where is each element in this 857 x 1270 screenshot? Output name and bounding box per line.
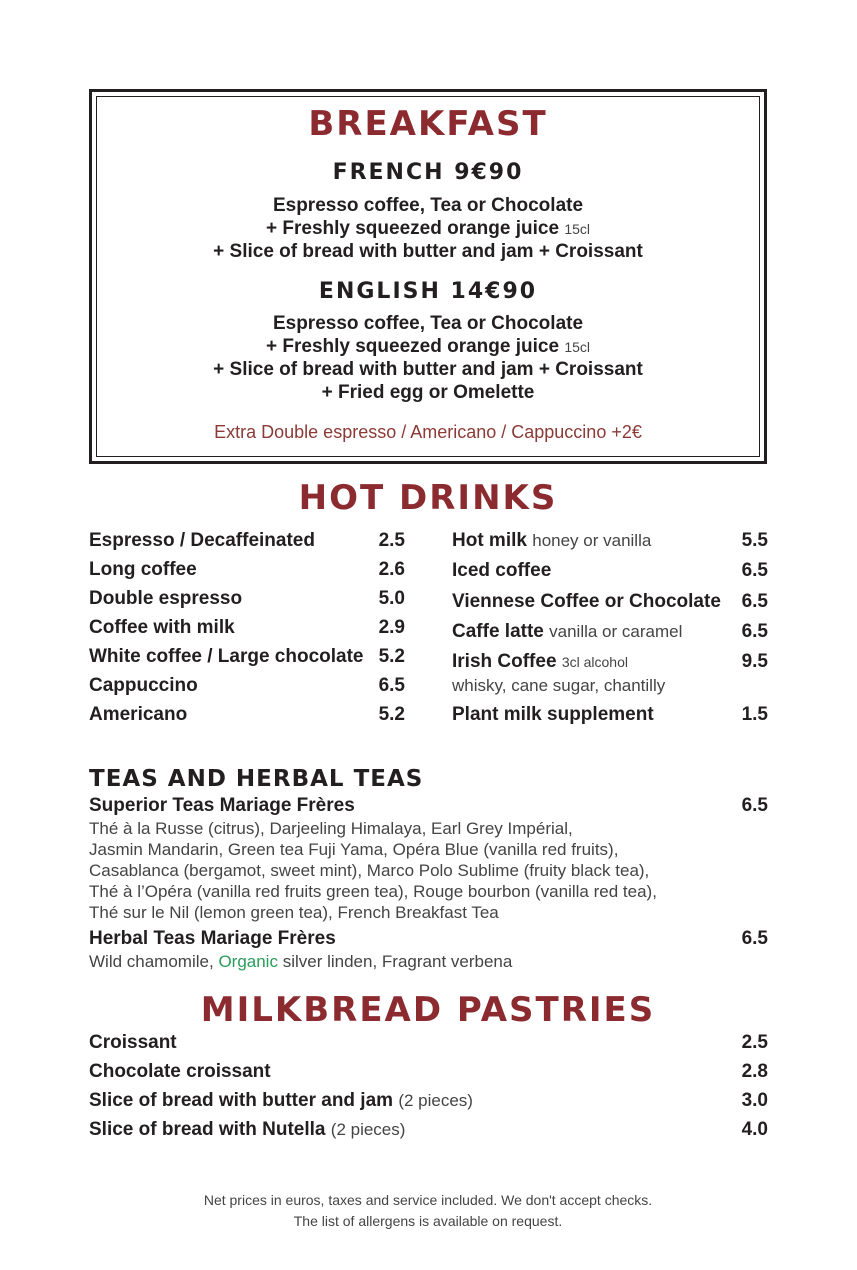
drink-item: White coffee / Large chocolate — [89, 646, 364, 667]
drink-price: 6.5 — [741, 621, 768, 642]
drink-note: vanilla or caramel — [549, 622, 683, 641]
drink-price: 2.9 — [378, 617, 405, 638]
english-line-2 — [89, 335, 767, 359]
tea-herbal-name: Herbal Teas Mariage Frères — [89, 928, 336, 949]
drink-item: Espresso / Decaffeinated — [89, 530, 315, 551]
tea-desc-line: Casablanca (bergamot, sweet mint), Marco Polo Sublime (fruity black tea), — [89, 861, 650, 880]
pastry-name: Croissant — [89, 1032, 177, 1053]
english-line-3: + Slice of bread with butter and jam + Croissant — [213, 359, 643, 380]
pastry-item — [89, 1032, 177, 1054]
english-juice: + Freshly squeezed orange juice — [266, 336, 560, 357]
drink-hot-milk — [452, 530, 651, 552]
pastry-note: (2 pieces) — [330, 1120, 406, 1139]
drink-price: 2.6 — [378, 559, 405, 580]
pastries-title: MILKBREAD PASTRIES — [200, 990, 656, 1030]
drink-plant-milk: Plant milk supplement — [452, 704, 654, 725]
teas-title: TEAS AND HERBAL TEAS — [89, 766, 424, 792]
drink-viennese: Viennese Coffee or Chocolate — [452, 591, 721, 612]
pastry-price: 2.8 — [741, 1061, 768, 1082]
herbal-desc-a: Wild chamomile, — [89, 952, 214, 971]
organic-label: Organic — [218, 952, 278, 971]
pastry-name: Chocolate croissant — [89, 1061, 271, 1082]
pastry-note: (2 pieces) — [398, 1091, 473, 1110]
french-juice-unit: 15cl — [564, 221, 590, 237]
french-line-1: Espresso coffee, Tea or Chocolate — [272, 195, 584, 216]
footer-line-2: The list of allergens is available on request. — [293, 1213, 563, 1229]
pastry-item — [89, 1090, 473, 1112]
footer-note — [89, 1190, 767, 1232]
pastry-item — [89, 1061, 271, 1083]
tea-superior-price: 6.5 — [741, 795, 768, 816]
english-heading: ENGLISH 14€90 — [318, 279, 538, 304]
tea-desc-line: Thé à la Russe (citrus), Darjeeling Himalaya, Earl Grey Impérial, — [89, 819, 573, 838]
pastry-item — [89, 1119, 405, 1141]
breakfast-box — [89, 89, 767, 464]
irish-coffee-desc: whisky, cane sugar, chantilly — [452, 676, 666, 695]
drink-price: 5.2 — [378, 704, 405, 725]
drink-price: 2.5 — [378, 530, 405, 551]
drink-note: 3cl alcohol — [561, 654, 628, 670]
footer-line-1: Net prices in euros, taxes and service included. We don't accept checks. — [203, 1192, 653, 1208]
tea-desc-line: Thé à l’Opéra (vanilla red fruits green tea), Rouge bourbon (vanilla red tea), — [89, 882, 657, 901]
drink-price: 9.5 — [741, 651, 768, 672]
drink-price: 5.0 — [378, 588, 405, 609]
drink-name: Hot milk — [452, 530, 527, 551]
drink-item: Americano — [89, 704, 188, 725]
herbal-desc-b: silver linden, Fragrant verbena — [282, 952, 513, 971]
drink-price: 5.5 — [741, 530, 768, 551]
breakfast-extra: Extra Double espresso / Americano / Cappuccino +2€ — [214, 422, 642, 442]
drink-iced-coffee: Iced coffee — [452, 560, 552, 581]
pastry-price: 3.0 — [741, 1090, 768, 1111]
drink-price: 1.5 — [741, 704, 768, 725]
pastry-name: Slice of bread with Nutella — [89, 1119, 326, 1140]
pastry-price: 2.5 — [741, 1032, 768, 1053]
tea-herbal-price: 6.5 — [741, 928, 768, 949]
english-juice-unit: 15cl — [564, 339, 590, 355]
drink-item: Cappuccino — [89, 675, 198, 696]
drink-price: 5.2 — [378, 646, 405, 667]
french-line-2 — [89, 217, 767, 241]
french-line-3: + Slice of bread with butter and jam + Croissant — [213, 241, 643, 262]
drink-price: 6.5 — [378, 675, 405, 696]
drink-item: Coffee with milk — [89, 617, 235, 638]
drink-price: 6.5 — [741, 560, 768, 581]
tea-superior-name: Superior Teas Mariage Frères — [89, 795, 355, 816]
french-heading: FRENCH 9€90 — [332, 160, 524, 185]
french-juice: + Freshly squeezed orange juice — [266, 218, 560, 239]
breakfast-title: BREAKFAST — [308, 104, 548, 144]
tea-desc-line: Thé sur le Nil (lemon green tea), French Breakfast Tea — [89, 903, 499, 922]
drink-name: Caffe latte — [452, 621, 544, 642]
english-line-4: + Fried egg or Omelette — [321, 382, 535, 403]
drink-caffe-latte — [452, 621, 682, 643]
drink-price: 6.5 — [741, 591, 768, 612]
tea-herbal-desc — [89, 951, 512, 972]
pastry-name: Slice of bread with butter and jam — [89, 1090, 394, 1111]
drink-irish-coffee — [452, 651, 628, 673]
hot-drinks-title: HOT DRINKS — [298, 478, 558, 518]
drink-name: Irish Coffee — [452, 651, 557, 672]
drink-note: honey or vanilla — [532, 531, 652, 550]
tea-desc-line: Jasmin Mandarin, Green tea Fuji Yama, Opéra Blue (vanilla red fruits), — [89, 840, 619, 859]
pastry-price: 4.0 — [741, 1119, 768, 1140]
drink-item: Double espresso — [89, 588, 243, 609]
english-line-1: Espresso coffee, Tea or Chocolate — [272, 313, 584, 334]
drink-item: Long coffee — [89, 559, 197, 580]
